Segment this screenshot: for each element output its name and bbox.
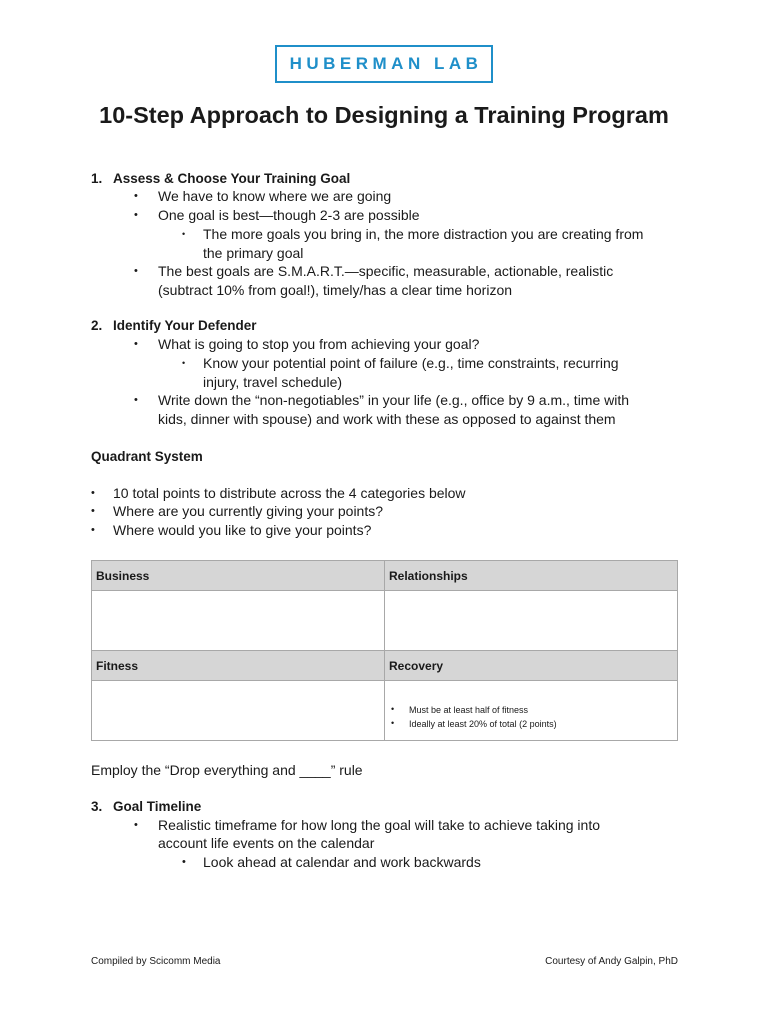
section-2-line-2: Know your potential point of failure (e.g., time constraints, recurring <box>203 355 619 371</box>
bullet-glyph: • <box>134 209 138 221</box>
bullet-glyph: • <box>91 505 95 517</box>
section-3-title: Goal Timeline <box>113 799 202 814</box>
cell-fitness[interactable] <box>92 681 385 741</box>
quadrant-bullet-2: Where are you currently giving your points? <box>113 503 384 519</box>
section-1-line-2: One goal is best—though 2-3 are possible <box>158 207 420 223</box>
bullet-glyph: • <box>134 338 138 350</box>
bullet-glyph: • <box>134 190 138 202</box>
bullet-glyph: • <box>182 358 186 368</box>
bullet-glyph: • <box>91 487 95 499</box>
huberman-lab-logo: HUBERMAN LAB <box>275 45 494 83</box>
section-3-line-3: Look ahead at calendar and work backwards <box>203 854 481 870</box>
bullet-glyph: • <box>391 718 395 728</box>
quadrant-bullet-1: 10 total points to distribute across the 4 categories below <box>113 485 466 501</box>
bullet-glyph: • <box>134 819 138 831</box>
header-recovery: Recovery <box>385 651 678 681</box>
bullet-glyph: • <box>182 229 186 239</box>
section-1-title: Assess & Choose Your Training Goal <box>113 171 351 186</box>
quadrant-table <box>91 560 678 741</box>
recovery-note <box>385 703 677 717</box>
bullet-glyph: • <box>134 394 138 406</box>
recovery-note-text: Must be at least half of fitness <box>409 705 529 715</box>
bullet-glyph: • <box>91 524 95 536</box>
bullet-glyph: • <box>391 704 395 714</box>
section-2-number: 2. <box>91 318 103 333</box>
recovery-note-text: Ideally at least 20% of total (2 points) <box>409 719 557 729</box>
recovery-note <box>385 717 677 731</box>
section-1-line-5: The best goals are S.M.A.R.T.—specific, measurable, actionable, realistic <box>158 263 614 279</box>
section-3-line-1: Realistic timeframe for how long the goal will take to achieve taking into <box>158 817 600 833</box>
header-business: Business <box>92 561 385 591</box>
section-2-line-3: injury, travel schedule) <box>203 374 343 390</box>
header-fitness: Fitness <box>92 651 385 681</box>
footer-compiled-by: Compiled by Scicomm Media <box>91 956 221 967</box>
section-2-line-1: What is going to stop you from achieving your goal? <box>158 336 480 352</box>
recovery-notes <box>385 703 677 731</box>
section-1-line-1: We have to know where we are going <box>158 188 392 204</box>
section-2-line-4: Write down the “non-negotiables” in your life (e.g., office by 9 a.m., time with <box>158 392 630 408</box>
section-1-number: 1. <box>91 171 103 186</box>
bullet-glyph: • <box>134 265 138 277</box>
section-2-line-5: kids, dinner with spouse) and work with these as opposed to against them <box>158 411 616 427</box>
cell-recovery[interactable] <box>385 681 678 741</box>
bullet-glyph: • <box>182 856 186 868</box>
quadrant-heading: Quadrant System <box>91 449 203 464</box>
quadrant-bullet-3: Where would you like to give your points? <box>113 522 372 538</box>
cell-relationships[interactable] <box>385 591 678 651</box>
footer-courtesy: Courtesy of Andy Galpin, PhD <box>545 956 678 967</box>
section-3-line-2: account life events on the calendar <box>158 835 375 851</box>
section-1-line-6: (subtract 10% from goal!), timely/has a clear time horizon <box>158 282 513 298</box>
section-1-line-3: The more goals you bring in, the more distraction you are creating from <box>203 226 644 242</box>
page-title: 10-Step Approach to Designing a Training Program <box>99 102 669 128</box>
header-relationships: Relationships <box>385 561 678 591</box>
drop-everything-rule: Employ the “Drop everything and ____” rule <box>91 762 363 778</box>
section-2-title: Identify Your Defender <box>113 318 257 333</box>
logo-area <box>0 45 768 83</box>
section-1-line-4: the primary goal <box>203 245 304 261</box>
section-3-number: 3. <box>91 799 103 814</box>
cell-business[interactable] <box>92 591 385 651</box>
